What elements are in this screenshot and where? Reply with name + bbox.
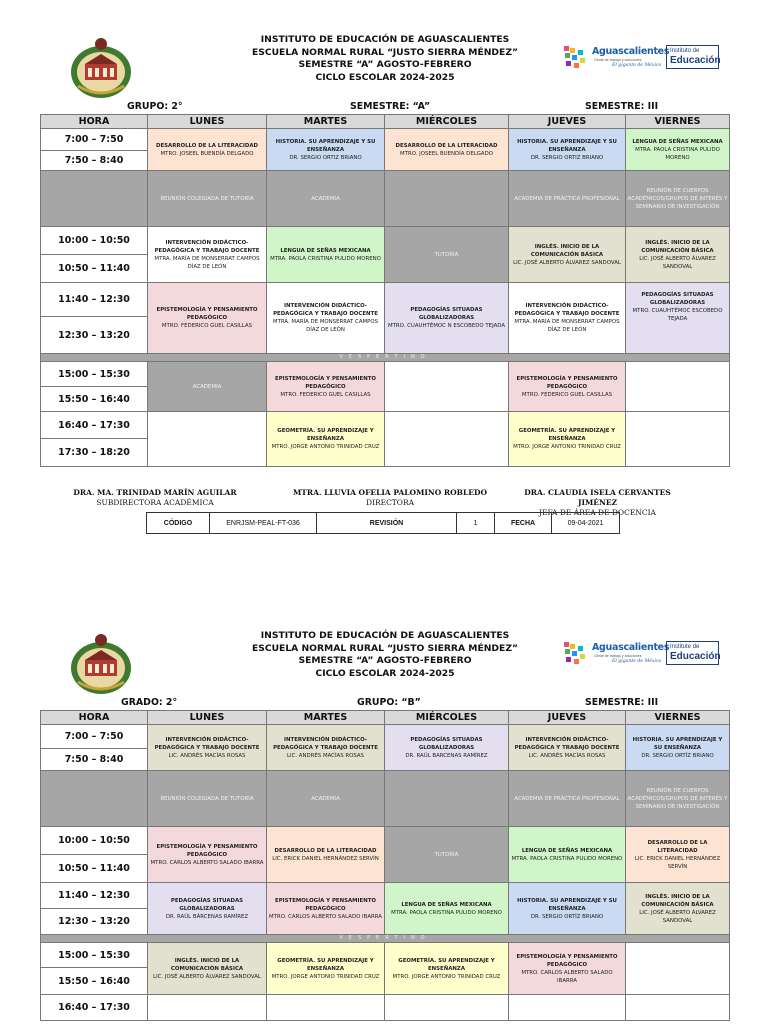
group-label: GRUPO: 2° <box>127 101 183 112</box>
table-row <box>41 129 730 151</box>
aguascalientes-tagline: Gente de trabajo y soluciones <box>594 654 642 658</box>
document-code-table <box>146 512 620 534</box>
aguascalientes-slogan: El gigante de México <box>612 659 662 664</box>
class-cell: PEDAGOGÍAS SITUADAS GLOBALIZADORAS MTRO. CUAUHTÉMOC N ESCOBEDO TEJADA <box>385 283 509 354</box>
school-cycle: CICLO ESCOLAR 2024-2025 <box>315 667 455 679</box>
col-viernes: VIERNES <box>626 711 730 725</box>
schedule-table <box>40 114 730 467</box>
class-cell: HISTORIA. SU APRENDIZAJE Y SU ENSEÑANZA DR. SERGIO ORTIZ BRIANO <box>509 129 626 171</box>
hour-cell: 10:00 – 10:50 <box>41 827 148 855</box>
col-lunes: LUNES <box>148 711 267 725</box>
class-cell: DESARROLLO DE LA LITERACIDAD MTRO. JOSEEL BUENDÍA DELGADO <box>148 129 267 171</box>
class-cell: INTERVENCIÓN DIDÁCTICO-PEDAGÓGICA Y TRABAJO DOCENTE MTRA. MARÍA DE MONSERRAT CAMPOS DÍAZ DE LEÓN <box>509 283 626 354</box>
blank-cell <box>41 171 148 227</box>
vespertino-divider: VESPERTINO <box>41 354 730 362</box>
sheet-header <box>0 596 768 696</box>
signer-role: JEFA DE ÁREA DE DOCENCIA <box>539 508 656 517</box>
instituto-educacion-logo <box>666 641 719 665</box>
class-cell: DESARROLLO DE LA LITERACIDAD MTRO. JOSEEL BUENDÍA DELGADO <box>385 129 509 171</box>
class-cell: PEDAGOGÍAS SITUADAS GLOBALIZADORAS DR. RAÚL BARCENAS RAMÍREZ <box>385 725 509 771</box>
semester-number-label: SEMESTRE: III <box>585 697 659 708</box>
signature-block <box>290 488 490 508</box>
empty-cell <box>626 943 730 995</box>
signature-block <box>70 488 240 508</box>
hour-cell: 11:40 – 12:30 <box>41 283 148 317</box>
signer-name: DRA. MA. TRINIDAD MARÍN AGUILAR <box>73 488 237 497</box>
vespertino-divider: VESPERTINO <box>41 935 730 943</box>
class-cell: EPISTEMOLOGÍA Y PENSAMIENTO PEDAGÓGICO MTRO. CARLOS ALBERTO SALADO IBARRA <box>267 883 385 935</box>
class-cell: LENGUA DE SEÑAS MEXICANA MTRA. PAOLA CRISTINA PULIDO MORENO <box>509 827 626 883</box>
table-row <box>41 883 730 909</box>
class-cell: EPISTEMOLOGÍA Y PENSAMIENTO PEDAGÓGICO MTRO. FEDERICO GUEL CASILLAS <box>148 283 267 354</box>
institution-titles <box>230 630 540 680</box>
school-crest-logo <box>68 34 134 100</box>
empty-cell <box>385 362 509 412</box>
col-hora: HORA <box>41 711 148 725</box>
hour-cell: 15:00 – 15:30 <box>41 943 148 968</box>
signer-role: DIRECTORA <box>365 498 415 507</box>
hour-cell: 7:00 – 7:50 <box>41 129 148 151</box>
revision-value: 1 <box>457 513 495 534</box>
date-label: FECHA <box>495 513 552 534</box>
table-row <box>41 725 730 749</box>
ie-logo-line2: Educación <box>670 651 721 662</box>
semester-period: SEMESTRE “A” AGOSTO-FEBRERO <box>298 655 472 666</box>
meeting-cell <box>385 771 509 827</box>
col-viernes: VIERNES <box>626 115 730 129</box>
table-header-row <box>41 115 730 129</box>
sheet-header <box>0 0 768 100</box>
ie-logo-line1: Instituto de <box>670 48 700 54</box>
class-cell: EPISTEMOLOGÍA Y PENSAMIENTO PEDAGÓGICO MTRO. FEDERICO GUEL CASILLAS <box>267 362 385 412</box>
hour-cell: 17:30 – 18:20 <box>41 439 148 467</box>
class-cell: GEOMETRÍA. SU APRENDIZAJE Y ENSEÑANZA MTRO. JORGE ANTONIO TRINIDAD CRUZ <box>385 943 509 995</box>
col-martes: MARTES <box>267 711 385 725</box>
empty-cell <box>626 362 730 412</box>
code-value: ENRJSM-PEAL-FT-036 <box>210 513 317 534</box>
class-cell: LENGUA DE SEÑAS MEXICANA MTRA. PAOLA CRISTINA PULIDO MORENO <box>267 227 385 283</box>
empty-cell <box>509 995 626 1021</box>
school-cycle: CICLO ESCOLAR 2024-2025 <box>315 71 455 83</box>
code-label: CÓDIGO <box>147 513 210 534</box>
semester-period: SEMESTRE “A” AGOSTO-FEBRERO <box>298 59 472 70</box>
class-cell: PEDAGOGÍAS SITUADAS GLOBALIZADORAS DR. RAÚL BÁRCENAS RAMÍREZ <box>148 883 267 935</box>
class-cell: INTERVENCIÓN DIDÁCTICO-PEDAGÓGICA Y TRABAJO DOCENTE LIC. ANDRÉS MACÍAS ROSAS <box>509 725 626 771</box>
tutoria-cell: TUTORÍA <box>385 827 509 883</box>
empty-cell <box>385 412 509 467</box>
class-cell: GEOMETRÍA. SU APRENDIZAJE Y ENSEÑANZA MTRO. JORGE ANTONIO TRINIDAD CRUZ <box>267 412 385 467</box>
ie-logo-line2: Educación <box>670 55 721 66</box>
date-value: 09-04-2021 <box>552 513 620 534</box>
class-cell: LENGUA DE SEÑAS MEXICANA MTRA. PAOLA CRISTINA PULIDO MORENO <box>626 129 730 171</box>
col-miercoles: MIÉRCOLES <box>385 115 509 129</box>
hour-cell: 10:50 – 11:40 <box>41 855 148 883</box>
table-row <box>41 362 730 387</box>
class-cell: INGLÉS. INICIO DE LA COMUNICACIÓN BÁSICA LIC. JOSÉ ALBERTO ÁLVAREZ SANDOVAL <box>509 227 626 283</box>
class-cell: EPISTEMOLOGÍA Y PENSAMIENTO PEDAGÓGICO MTRO. FEDERICO GUEL CASILLAS <box>509 362 626 412</box>
institution-name: INSTITUTO DE EDUCACIÓN DE AGUASCALIENTES <box>260 34 510 45</box>
vespertino-row <box>41 354 730 362</box>
table-row <box>41 412 730 439</box>
institution-titles <box>230 34 540 84</box>
class-cell: GEOMETRÍA. SU APRENDIZAJE Y ENSEÑANZA MTRO. JORGE ANTONIO TRINIDAD CRUZ <box>509 412 626 467</box>
col-jueves: JUEVES <box>509 711 626 725</box>
col-jueves: JUEVES <box>509 115 626 129</box>
hour-cell: 12:30 – 13:20 <box>41 317 148 354</box>
aguascalientes-slogan: El gigante de México <box>612 63 662 68</box>
instituto-educacion-logo <box>666 45 719 69</box>
hour-cell: 15:00 – 15:30 <box>41 362 148 387</box>
blank-cell <box>41 771 148 827</box>
empty-cell <box>148 412 267 467</box>
meeting-cell <box>385 171 509 227</box>
hour-cell: 15:50 – 16:40 <box>41 387 148 412</box>
meeting-cell: REUNIÓN DE CUERPOS ACADÉMICOS/GRUPOS DE INTERÉS Y SEMINARIO DE INVESTIGACIÓN <box>626 771 730 827</box>
meeting-row <box>41 171 730 227</box>
hour-cell: 7:00 – 7:50 <box>41 725 148 749</box>
class-cell: HISTORIA. SU APRENDIZAJE Y SU ENSEÑANZA DR. SERGIO ORTÍZ BRIANO <box>509 883 626 935</box>
signer-name: DRA. CLAUDIA ISELA CERVANTES JIMÉNEZ <box>524 488 671 507</box>
academia-cell: ACADEMIA <box>148 362 267 412</box>
class-cell: HISTORIA. SU APRENDIZAJE Y SU ENSEÑANZA DR. SERGIO ORTIZ BRIANO <box>267 129 385 171</box>
class-cell: PEDAGOGÍAS SITUADAS GLOBALIZADORAS MTRO. CUAUHTÉMOC ESCOBEDO TEJADA <box>626 283 730 354</box>
aguascalientes-tagline: Gente de trabajo y soluciones <box>594 58 642 62</box>
aguascalientes-wordmark: Aguascalientes <box>592 46 670 57</box>
ie-logo-line1: Institute de <box>670 644 700 650</box>
class-cell: INTERVENCIÓN DIDÁCTICO-PEDAGÓGICA Y TRABAJO DOCENTE MTRA. MARÍA DE MONSERRAT CAMPOS DÍAZ DE LEÓN <box>148 227 267 283</box>
class-cell: INGLÉS. INICIO DE LA COMUNICACIÓN BÁSICA LIC. JOSÉ ALBERTO ÁLVAREZ SANDOVAL <box>626 883 730 935</box>
school-crest-logo <box>68 630 134 696</box>
class-cell: HISTORIA. SU APRENDIZAJE Y SU ENSEÑANZA DR. SERGIO ORTÍZ BRIANO <box>626 725 730 771</box>
col-miercoles: MIÉRCOLES <box>385 711 509 725</box>
class-cell: GEOMETRÍA. SU APRENDIZAJE Y ENSEÑANZA MTRO. JORGE ANTONIO TRINIDAD CRUZ <box>267 943 385 995</box>
signer-role: SUBDIRECTORA ACADÉMICA <box>96 498 214 507</box>
signatures <box>0 488 768 517</box>
meeting-cell: REUNIÓN COLEGIADA DE TUTORÍA <box>148 771 267 827</box>
semester-letter-label: SEMESTRE: “A” <box>350 101 431 112</box>
class-cell: EPISTEMOLOGÍA Y PENSAMIENTO PEDAGÓGICO MTRO. CARLOS ALBERTO SALADO IBARRA <box>509 943 626 995</box>
table-row <box>41 943 730 968</box>
class-cell: INTERVENCIÓN DIDÁCTICO-PEDAGÓGICA Y TRABAJO DOCENTE LIC. ANDRÉS MACÍAS ROSAS <box>148 725 267 771</box>
group-label: GRUPO: “B” <box>357 697 421 708</box>
aguascalientes-wordmark: Aguascalientes <box>592 642 670 653</box>
grade-label: GRADO: 2° <box>121 697 178 708</box>
hour-cell: 15:50 – 16:40 <box>41 968 148 995</box>
empty-cell <box>385 995 509 1021</box>
schedule-sheet-group-b <box>0 596 768 1013</box>
signer-name: MTRA. LLUVIA OFELIA PALOMINO ROBLEDO <box>292 488 488 497</box>
hour-cell: 11:40 – 12:30 <box>41 883 148 909</box>
hour-cell: 10:00 – 10:50 <box>41 227 148 255</box>
table-row <box>41 227 730 255</box>
col-hora: HORA <box>41 115 148 129</box>
empty-cell <box>626 412 730 467</box>
meeting-cell: ACADEMIA <box>267 771 385 827</box>
vespertino-row <box>41 935 730 943</box>
hour-cell: 7:50 – 8:40 <box>41 151 148 171</box>
hour-cell: 16:40 – 17:30 <box>41 995 148 1021</box>
group-labels <box>0 101 768 114</box>
class-cell: DESARROLLO DE LA LITERACIDAD LIC. ERICK DANIEL HERNÁNDEZ SERVÍN <box>267 827 385 883</box>
class-cell: DESARROLLO DE LA LITERACIDAD LIC. ERICK DANIEL HERNÁNDEZ SERVÍN <box>626 827 730 883</box>
table-header-row <box>41 711 730 725</box>
meeting-cell: ACADEMIA DE PRÁCTICA PROFESIONAL <box>509 771 626 827</box>
col-martes: MARTES <box>267 115 385 129</box>
schedule-table <box>40 710 730 1021</box>
institution-name: INSTITUTO DE EDUCACIÓN DE AGUASCALIENTES <box>260 630 510 641</box>
hour-cell: 16:40 – 17:30 <box>41 412 148 439</box>
class-cell: LENGUA DE SEÑAS MEXICANA MTRA. PAOLA CRISTINA PULIDO MORENO <box>385 883 509 935</box>
tutoria-cell: TUTORÍA <box>385 227 509 283</box>
meeting-cell: ACADEMIA <box>267 171 385 227</box>
empty-cell <box>267 995 385 1021</box>
meeting-cell: REUNIÓN COLEGIADA DE TUTORÍA <box>148 171 267 227</box>
class-cell: EPISTEMOLOGÍA Y PENSAMIENTO PEDAGÓGICO MTRO. CARLOS ALBERTO SALADO IBARRA <box>148 827 267 883</box>
hour-cell: 10:50 – 11:40 <box>41 255 148 283</box>
table-row <box>41 827 730 855</box>
class-cell: INGLÉS. INICIO DE LA COMUNICACIÓN BÁSICA LIC. JOSÉ ALBERTO ÁLVAREZ SANDOVAL <box>626 227 730 283</box>
revision-label: REVISIÓN <box>317 513 457 534</box>
group-labels <box>0 697 768 710</box>
meeting-row <box>41 771 730 827</box>
table-row <box>41 283 730 317</box>
school-name: ESCUELA NORMAL RURAL “JUSTO SIERRA MÉNDEZ” <box>251 46 519 58</box>
col-lunes: LUNES <box>148 115 267 129</box>
meeting-cell: ACADEMIA DE PRÁCTICA PROFESIONAL <box>509 171 626 227</box>
semester-number-label: SEMESTRE: III <box>585 101 659 112</box>
meeting-cell: REUNIÓN DE CUERPOS ACADÉMICOS/GRUPOS DE INTERÉS Y SEMINARIO DE INVESTIGACIÓN <box>626 171 730 227</box>
empty-cell <box>626 995 730 1021</box>
class-cell: INGLÉS. INICIO DE LA COMUNICACIÓN BÁSICA LIC. JOSÉ ALBERTO ÁLVAREZ SANDOVAL <box>148 943 267 995</box>
class-cell: INTERVENCIÓN DIDÁCTICO-PEDAGÓGICA Y TRABAJO DOCENTE LIC. ANDRÉS MACÍAS ROSAS <box>267 725 385 771</box>
class-cell: INTERVENCIÓN DIDÁCTICO-PEDAGÓGICA Y TRABAJO DOCENTE MTRA. MARÍA DE MONSERRAT CAMPOS DÍAZ DE LEÓN <box>267 283 385 354</box>
hour-cell: 7:50 – 8:40 <box>41 749 148 771</box>
empty-cell <box>148 995 267 1021</box>
table-row <box>41 995 730 1021</box>
hour-cell: 12:30 – 13:20 <box>41 909 148 935</box>
school-name: ESCUELA NORMAL RURAL “JUSTO SIERRA MÉNDEZ” <box>251 642 519 654</box>
